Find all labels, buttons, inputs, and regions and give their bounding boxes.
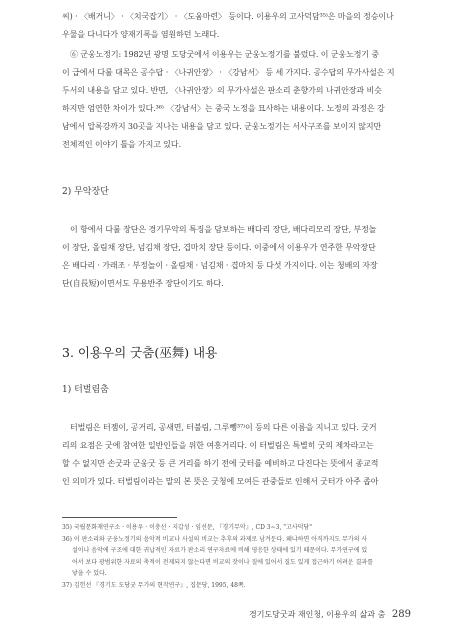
page-number: 289: [391, 609, 411, 620]
paragraph-teobeollim: [62, 419, 411, 491]
text-line: 남에서 압록강까지 30곳을 지나는 내용을 담고 있다. 군웅노정기는 서사구조를 보이지 않지만: [62, 122, 382, 131]
text-line: ⑥ 군웅노정기: 1982년 광명 도당굿에서 이용우는 군웅노정기를 불렀다. 이 군웅노정기 중: [70, 50, 380, 59]
text-line: 우물을 다니다가 양재기폭을 염원하던 노래다.: [62, 30, 220, 39]
running-title: 경기도당굿과 재인청, 이용우의 삶과 춤: [248, 610, 386, 619]
footnotes: [62, 522, 412, 592]
text-line: 이 항에서 다룰 장단은 경기무악의 특징을 담보하는 배다리 장단, 배다리모리 장단, 부정놀: [70, 225, 377, 234]
text-line: 리의 요점은 굿에 참여한 일반인들을 위한 여흥거리다. 이 터벌림은 특별히 굿의 제차라고는: [62, 441, 374, 450]
page-footer: [249, 609, 411, 620]
text-line: 은 배다리 · 가래조 · 부정놀이 · 올림채 · 넘김채 · 겹마치 등 다섯 가지이다. 이는 청배의 자장: [62, 261, 378, 270]
section-heading-muak-jangdan: 2) 무악장단: [62, 187, 109, 197]
text-line: 전체적인 이야기 틀을 가지고 있다.: [62, 140, 182, 149]
text-line: 씨) · 〈배거니〉 · 〈치국잡기〉 · 〈도움마련〉 등이다. 이용우의 고사덕담³⁵⁾은 마을의 정승이나: [62, 12, 394, 21]
footnote-36-cont: 낳을 수 있다.: [72, 570, 107, 578]
footnote-36-cont: 어서 보다 광범위한 자료의 축적이 전제되지 않는다면 비교의 잣이나 질에 있어서 질도 있게 접근하기 어려운 결과를: [72, 558, 374, 566]
section-heading-teobeollim: 1) 터벌림춤: [62, 385, 109, 395]
text-line: 하지만 엄연한 차이가 있다.³⁶⁾ 〈강남서〉는 중국 노정을 묘사하는 내용이다. 노정의 과정은 강: [62, 104, 385, 113]
footnote-35: 35) 국립문화재연구소 · 이용우 · 이충선 · 지갑성 · 임선문, 『경기무악』, CD 3~3, "고사덕담": [62, 524, 312, 531]
paragraph-gunung-nojeonggi: [62, 46, 411, 154]
footnote-36-cont: 설이나 음악에 구조에 대한 귀납적인 자료가 판소리 연구자료에 비해 영응한 상태에 있기 때문이다. 무가연구에 있: [72, 547, 368, 555]
footnote-37: 37) 김헌선 『경기도 도당굿 무가의 현작연구』, 집문당, 1995, 48쪽.: [62, 581, 246, 589]
text-line: 이 장단, 올림채 장단, 넘김채 장단, 겹마치 장단 등이다. 이중에서 이용우가 연주한 무악장단: [62, 243, 376, 252]
text-line: 인 의미가 있다. 터벌림이라는 말의 본 뜻은 굿청에 모여든 관중들로 인해서 굿터가 아주 좁아: [62, 477, 379, 486]
text-line: 이 급에서 다룰 대목은 공수답 · 〈나귀안장〉 · 〈강남서〉 등 세 가지다. 공수답의 무가사설은 지: [62, 68, 395, 77]
text-line: 두서의 내용을 담고 있다. 반면, 〈나귀안장〉의 무가사설은 판소리 춘향가의 나귀안장과 비슷: [62, 86, 382, 95]
footnote-divider: [62, 517, 177, 518]
paragraph-gut-songs: [62, 8, 411, 44]
footnote-36: 36) 이 판소리와 군웅노정기의 음악적 비교나 사설의 비교는 추후의 과제로 남겨둔다. 왜냐하면 아직까지도 무가의 사: [62, 535, 368, 543]
text-line: 터벌림은 터젬이, 공거리, 공새면, 터불림, 그루뺑³⁷⁾이 등의 다른 이름을 지니고 있다. 굿거: [70, 423, 377, 432]
text-line: 할 수 없지만 손굿과 군웅굿 등 큰 거리를 하기 전에 굿터를 예비하고 다진다는 뜻에서 종교적: [62, 459, 379, 468]
chapter-heading-gutchum: 3. 이용우의 굿춤(巫舞) 내용: [62, 345, 218, 360]
text-line: 단(自長短)이면서도 무용반주 장단이기도 하다.: [62, 279, 224, 288]
paragraph-muak-jangdan: [62, 221, 411, 293]
